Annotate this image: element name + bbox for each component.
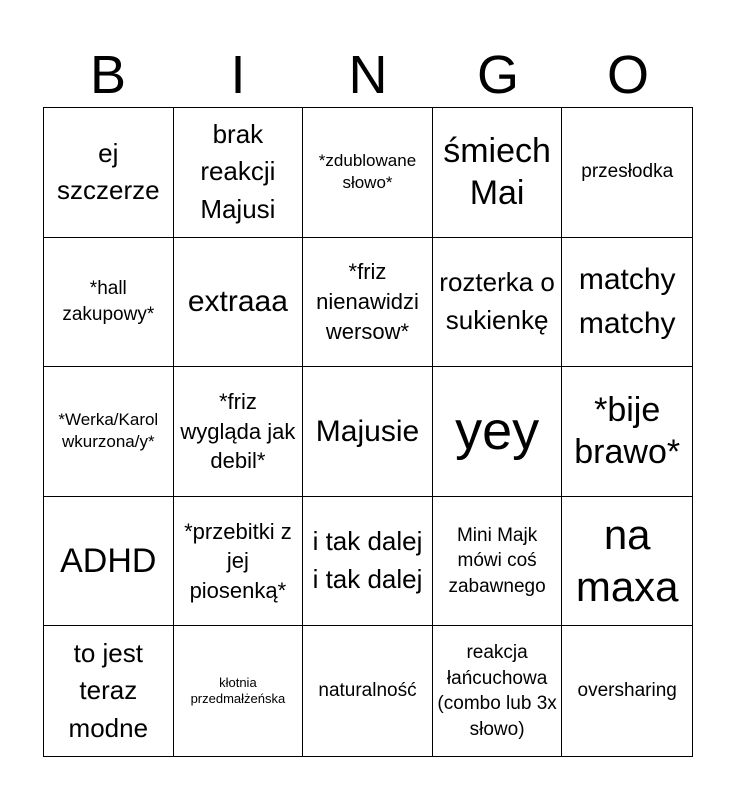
cell-text: *friz nienawidzi wersow* (316, 259, 419, 344)
cell-text: *przebitki z jej piosenką* (184, 518, 292, 603)
bingo-cell-r4c3[interactable] (303, 497, 433, 627)
bingo-cell-r3c2[interactable] (174, 367, 304, 497)
bingo-cell-r1c2[interactable] (174, 108, 304, 238)
cell-text: ADHD (60, 541, 157, 580)
cell-text: *zdublowane słowo* (318, 151, 417, 193)
cell-text: i tak dalej i tak dalej (312, 526, 423, 595)
bingo-cell-r5c3[interactable] (303, 626, 433, 756)
cell-text: ej szczerze (57, 137, 160, 206)
bingo-cell-r1c1[interactable] (44, 108, 174, 238)
bingo-cell-r2c3[interactable] (303, 238, 433, 368)
cell-text: reakcja łańcuchowa (combo lub 3x słowo) (437, 641, 557, 740)
bingo-cell-r5c1[interactable] (44, 626, 174, 756)
header-letter-i: I (230, 45, 246, 105)
bingo-cell-r5c4[interactable] (433, 626, 563, 756)
cell-text: rozterka o sukienkę (439, 267, 555, 335)
bingo-cell-r4c4[interactable] (433, 497, 563, 627)
bingo-cell-r1c4[interactable] (433, 108, 563, 238)
bingo-cell-r5c5[interactable] (562, 626, 692, 756)
header-letter-o: O (606, 45, 649, 105)
bingo-cell-r4c1[interactable] (44, 497, 174, 627)
cell-text: *Werka/Karol wkurzona/y* (58, 410, 159, 452)
bingo-cell-r4c5[interactable] (562, 497, 692, 627)
cell-text: oversharing (577, 680, 677, 702)
bingo-cell-r2c2[interactable] (174, 238, 304, 368)
cell-text: matchy matchy (578, 263, 676, 340)
cell-text: naturalność (318, 680, 417, 702)
bingo-cell-r3c4[interactable] (433, 367, 563, 497)
cell-text: *bije brawo* (574, 390, 681, 472)
cell-text: na maxa (575, 510, 679, 611)
cell-text: to jest teraz modne (68, 637, 149, 744)
cell-text: *hall zakupowy* (62, 278, 155, 325)
bingo-header (43, 42, 693, 108)
bingo-cell-r2c5[interactable] (562, 238, 692, 368)
bingo-card (43, 107, 693, 757)
header-letter-g: G (476, 45, 519, 105)
header-letter-n: N (348, 45, 388, 105)
cell-text: *friz wygląda jak debil* (180, 388, 296, 474)
cell-text: extraaa (187, 285, 288, 319)
bingo-cell-r3c3[interactable] (303, 367, 433, 497)
bingo-cell-r5c2[interactable] (174, 626, 304, 756)
bingo-cell-r4c2[interactable] (174, 497, 304, 627)
cell-text: śmiech Mai (443, 131, 551, 213)
cell-text: Mini Majk mówi coś zabawnego (448, 524, 546, 597)
header-letter-b: B (89, 45, 127, 105)
bingo-cell-r2c4[interactable] (433, 238, 563, 368)
bingo-cell-r1c5[interactable] (562, 108, 692, 238)
cell-text: kłotnia przedmałżeńska (190, 674, 286, 707)
bingo-cell-r1c3[interactable] (303, 108, 433, 238)
cell-text: przesłodka (581, 161, 674, 183)
cell-text: yey (455, 400, 540, 461)
bingo-cell-r2c1[interactable] (44, 238, 174, 368)
bingo-cell-r3c5[interactable] (562, 367, 692, 497)
cell-text: Majusie (315, 414, 420, 448)
bingo-cell-r3c1[interactable] (44, 367, 174, 497)
cell-text: brak reakcji Majusi (200, 118, 276, 225)
